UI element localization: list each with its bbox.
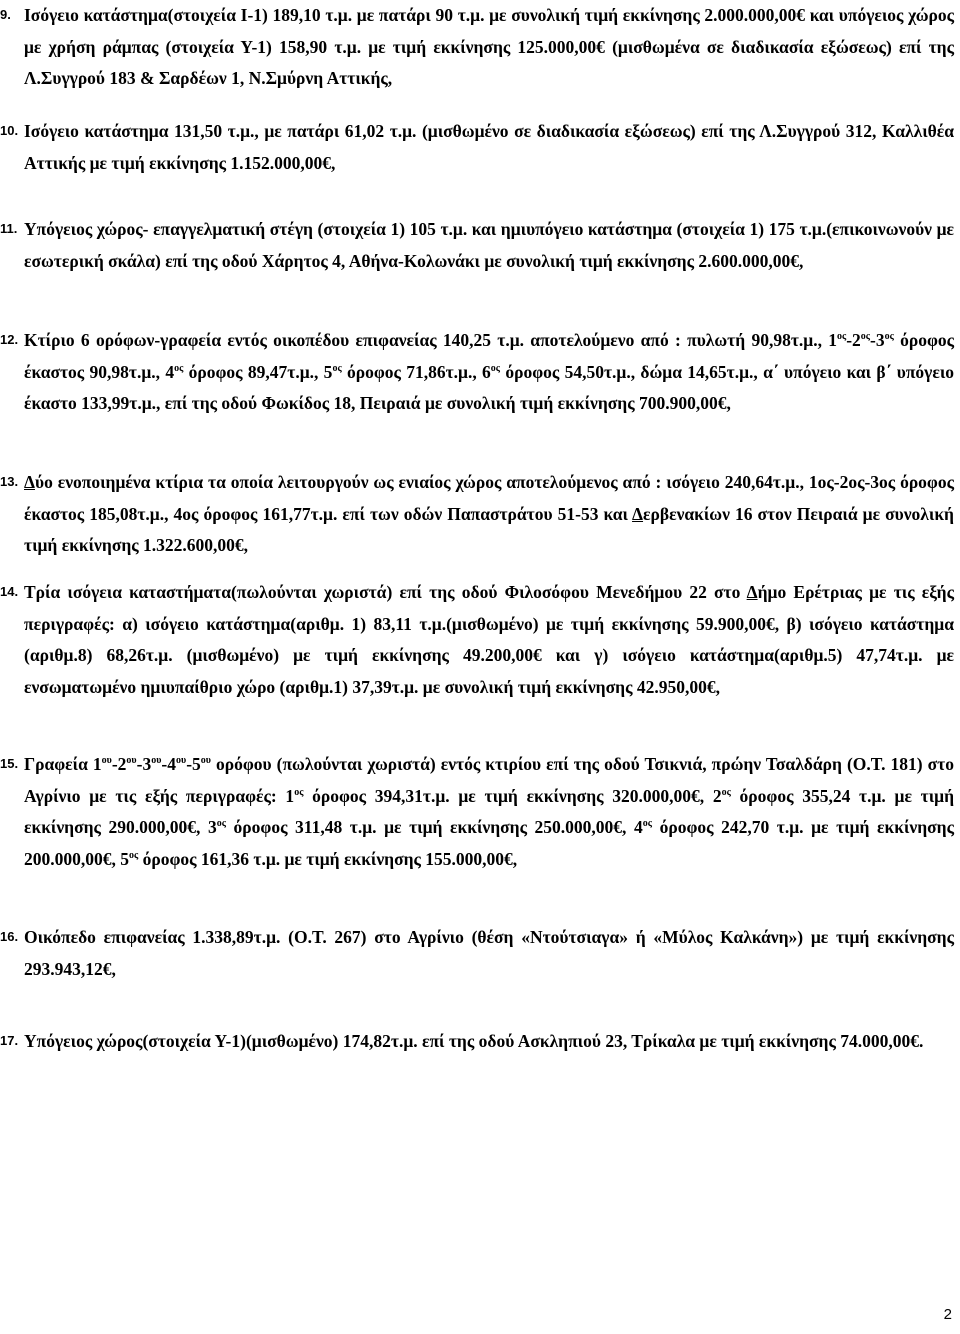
list-item <box>0 116 954 179</box>
list-item <box>0 325 954 420</box>
list-item <box>0 214 954 277</box>
list-item <box>0 1026 954 1058</box>
item-number: 16. <box>0 929 19 944</box>
list-item <box>0 577 954 703</box>
item-number: 15. <box>0 756 19 771</box>
page-number: 2 <box>943 1306 952 1323</box>
item-text: Ισόγειο κατάστημα 131,50 τ.μ., με πατάρι 61,02 τ.μ. (μισθωμένο σε διαδικασία εξώσεως) επί της Λ.Συγγρού 312, Καλλιθέα Αττικής με τιμή εκκίνησης 1.152.000,00€, <box>24 121 954 173</box>
item-number: 14. <box>0 584 19 599</box>
item-text: Υπόγειος χώρος- επαγγελματική στέγη (στοιχεία 1) 105 τ.μ. και ημιυπόγειο κατάστημα (στοιχεία 1) 175 τ.μ.(επικοινωνούν με εσωτερική σκάλα) επί της οδού Χάρητος 4, Αθήνα-Κολωνάκι με συνολική τιμή εκκίνησης 2.600.000,00€, <box>24 219 954 271</box>
item-text: Δύο ενοποιημένα κτίρια τα οποία λειτουργούν ως ενιαίος χώρος αποτελούμενος από : ισόγειο 240,64τ.μ., 1ος-2ος-3ος όροφος έκαστος 185,08τ.μ., 4ος όροφος 161,77τ.μ. επί των οδών Παπαστράτου 51-53 και Δερβενακίων 16 στον Πειραιά με συνολική τιμή εκκίνησης 1.322.600,00€, <box>24 472 954 555</box>
item-text: Γραφεία $1^{o\upsilon}-2^{o\upsilon}-3^{o\upsilon}-4^{o\upsilon}-5^{o\upsilon}$ ορόφου (πωλούνται χωριστά) εντός κτιρίου επί της οδού Τσικνιά, πρώην Τσαλδάρη (Ο.Τ. 181) στο Αγρίνιο με τις εξής περιγραφές: $1^{o\varsigma}$ όροφος 394,31τ.μ. με τιμή εκκίνησης 320.000,00€, $2^{o\varsigma}$ όροφος 355,24 τ.μ. με τιμή εκκίνησης 290.000,00€, $3^{o\varsigma}$ όροφος 311,48 τ.μ. με τιμή εκκίνησης 250.000,00€, $4^{o\varsigma}$ όροφος 242,70 τ.μ. με τιμή εκκίνησης 200.000,00€, $5^{o\varsigma}$ όροφος 161,36 τ.μ. με τιμή εκκίνησης 155.000,00€, <box>24 754 955 869</box>
item-text: Τρία ισόγεια καταστήματα(πωλούνται χωριστά) επί της οδού Φιλοσόφου Μενεδήμου 22 στο Δήμο Ερέτριας με τις εξής περιγραφές: α) ισόγειο κατάστημα(αριθμ. 1) 83,11 τ.μ.(μισθωμένο) με τιμή εκκίνησης 59.900,00€, β) ισόγειο κατάστημα (αριθμ.8) 68,26τ.μ. (μισθωμένο) με τιμή εκκίνησης 49.200,00€ και γ) ισόγειο κατάστημα(αριθμ.5) 47,74τ.μ. με ενσωματωμένο ημιυπαίθριο χώρο (αριθμ.1) 37,39τ.μ. με συνολική τιμή εκκίνησης 42.950,00€, <box>24 582 954 697</box>
item-text: Υπόγειος χώρος(στοιχεία Υ-1)(μισθωμένο) 174,82τ.μ. επί της οδού Ασκληπιού 23, Τρίκαλα με τιμή εκκίνησης 74.000,00€. <box>24 1031 924 1051</box>
list-item <box>0 922 954 985</box>
item-number: 17. <box>0 1033 19 1048</box>
item-text: Ισόγειο κατάστημα(στοιχεία Ι-1) 189,10 τ.μ. με πατάρι 90 τ.μ. με συνολική τιμή εκκίνησης 2.000.000,00€ και υπόγειος χώρος με χρήση ράμπας (στοιχεία Υ-1) 158,90 τ.μ. με τιμή εκκίνησης 125.000,00€ (μισθωμένα σε διαδικασία εξώσεως) επί της Λ.Συγγρού 183 & Σαρδέων 1, Ν.Σμύρνη Αττικής, <box>24 5 954 88</box>
item-number: 10. <box>0 123 19 138</box>
list-item <box>0 467 954 562</box>
item-number: 12. <box>0 332 19 347</box>
item-text: Οικόπεδο επιφανείας 1.338,89τ.μ. (Ο.Τ. 267) στο Αγρίνιο (θέση «Ντούτσιαγα» ή «Μύλος Καλκάνη») με τιμή εκκίνησης 293.943,12€, <box>24 927 954 979</box>
item-number: 11. <box>0 221 18 236</box>
item-text: Κτίριο 6 ορόφων-γραφεία εντός οικοπέδου επιφανείας 140,25 τ.μ. αποτελούμενο από : πυλωτή 90,98τ.μ., $1^{o\varsigma}-2^{o\varsigma}-3^{o\varsigma}$ όροφος έκαστος 90,98τ.μ., $4^{o\varsigma}$ όροφος 89,47τ.μ., $5^{o\varsigma}$ όροφος 71,86τ.μ., $6^{o\varsigma}$ όροφος 54,50τ.μ., δώμα 14,65τ.μ., α΄ υπόγειο και β΄ υπόγειο έκαστο 133,99τ.μ., επί της οδού Φωκίδος 18, Πειραιά με συνολική τιμή εκκίνησης 700.900,00€, <box>24 330 954 413</box>
item-number: 13. <box>0 474 19 489</box>
list-item <box>0 749 954 875</box>
list-item <box>0 0 954 95</box>
item-number: 9. <box>0 7 11 22</box>
